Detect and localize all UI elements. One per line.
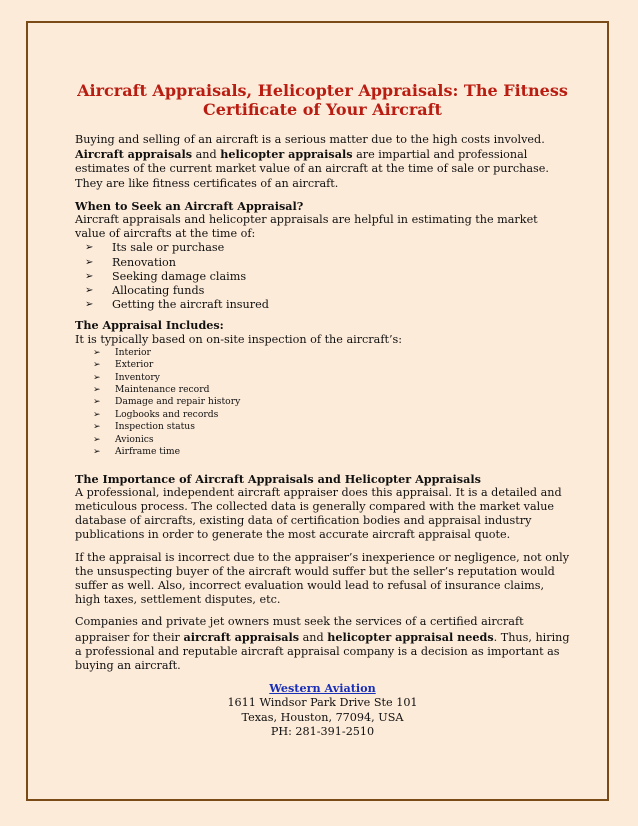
list-item: ➢ Maintenance record (93, 384, 210, 396)
list-item: ➢ Allocating funds (85, 284, 205, 298)
list-item: ➢ Logbooks and records (93, 408, 219, 420)
arrow-bullet-icon: ➢ (93, 422, 101, 433)
list-item: ➢ Inventory (93, 371, 160, 383)
list-item: ➢ Interior (93, 346, 151, 358)
phone-number: PH: 281-391-2510 (270, 724, 375, 738)
arrow-bullet-icon: ➢ (85, 285, 94, 297)
arrow-bullet-icon: ➢ (85, 256, 94, 268)
arrow-bullet-icon: ➢ (85, 270, 94, 282)
arrow-bullet-icon: ➢ (93, 360, 101, 371)
section2-heading: The Appraisal Includes: (75, 318, 224, 333)
section3-paragraph-1: A professional, independent aircraft appraiser does this appraisal. It is a detailed and meticulous process. The collected data is generally compared with the market value database of aircrafts, existing data of certification bodies and appraisal industry publications in order to generate the most accurate aircraft appraisal quote. (75, 485, 562, 542)
section3-paragraph-3: Companies and private jet owners must seek the services of a certified aircraft appraiser for their aircraft appraisals and helicopter appraisal needs. Thus, hiring a professional and reputable aircraft appraisal company is a decision as important as buying an aircraft. (75, 615, 570, 672)
arrow-bullet-icon: ➢ (85, 242, 94, 254)
arrow-bullet-icon: ➢ (93, 447, 101, 458)
section1-text: Aircraft appraisals and helicopter appraisals are helpful in estimating the market value of aircrafts at the time of: (75, 213, 538, 241)
list-item: ➢ Exterior (93, 359, 154, 371)
list-item: ➢ Inspection status (93, 421, 195, 433)
section1-heading: When to Seek an Aircraft Appraisal? (75, 198, 304, 213)
arrow-bullet-icon: ➢ (93, 385, 101, 396)
list-item: ➢ Airframe time (93, 446, 181, 458)
list-item: ➢ Seeking damage claims (85, 269, 247, 283)
document-body (75, 81, 570, 739)
intro-paragraph: Buying and selling of an aircraft is a serious matter due to the high costs involved. Aircraft appraisals and helicopter appraisals are impartial and professional estimates of the current market value of an aircraft at the time of sale or purchase. They are like fitness certificates of an aircraft. (75, 133, 549, 190)
arrow-bullet-icon: ➢ (85, 299, 94, 311)
arrow-bullet-icon: ➢ (93, 347, 101, 358)
list-item: ➢ Its sale or purchase (85, 241, 225, 255)
arrow-bullet-icon: ➢ (93, 372, 101, 383)
section3-paragraph-2: If the appraisal is incorrect due to the appraiser’s inexperience or negligence, not only the unsuspecting buyer of the aircraft would suffer but the seller’s reputation would suffer as well. Also, incorrect evaluation would lead to refusal of insurance claims, high taxes, settlement disputes, etc. (75, 550, 570, 607)
arrow-bullet-icon: ➢ (93, 397, 101, 408)
address-line-1: 1611 Windsor Park Drive Ste 101 (227, 696, 418, 710)
inspection-items-list (75, 347, 570, 459)
section2-text: It is typically based on on-site inspection of the aircraft’s: (75, 332, 403, 346)
arrow-bullet-icon: ➢ (93, 434, 101, 445)
sale-reasons-list (75, 241, 570, 312)
list-item: ➢ Getting the aircraft insured (85, 298, 269, 312)
section3-heading: The Importance of Aircraft Appraisals and Helicopter Appraisals (75, 471, 481, 486)
address-line-2: Texas, Houston, 77094, USA (241, 710, 404, 724)
arrow-bullet-icon: ➢ (93, 409, 101, 420)
list-item: ➢ Avionics (93, 433, 154, 445)
contact-block (75, 681, 570, 739)
list-item: ➢ Renovation (85, 255, 176, 269)
document-title: Aircraft Appraisals, Helicopter Appraisals: The Fitness Certificate of Your Aircraft (77, 81, 568, 119)
company-link[interactable]: Western Aviation (269, 681, 376, 696)
list-item: ➢ Damage and repair history (93, 396, 241, 408)
